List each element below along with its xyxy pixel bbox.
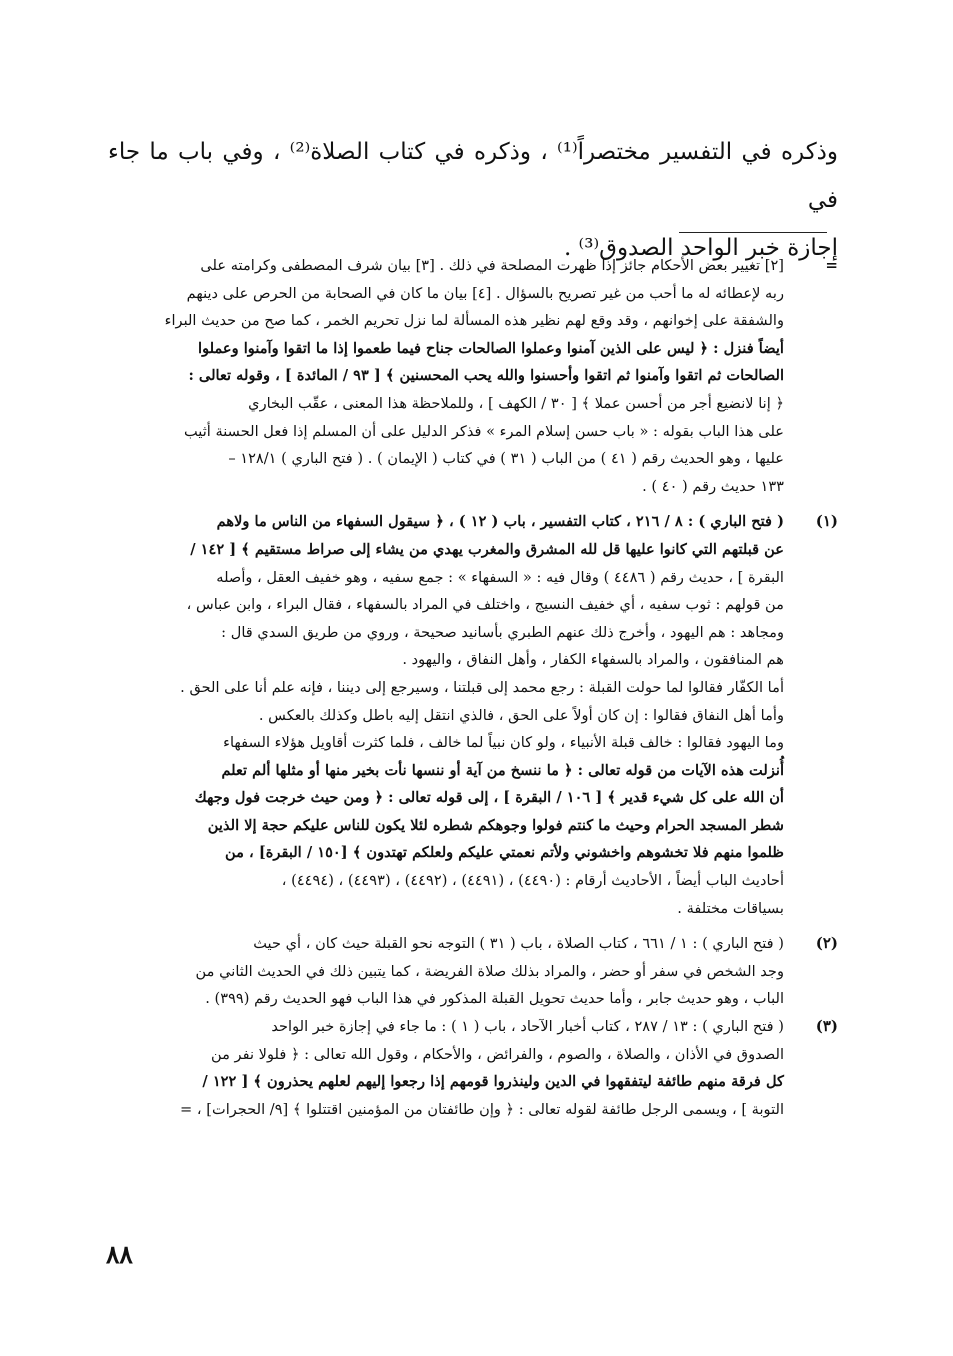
footnote-line: أُنزلت هذه الآيات من قوله تعالى : ﴿ ما ننسخ من آية أو ننسها نأت بخير منها أو مثلها ألم تعلم [221,761,784,779]
page-number: ٨٨ [106,1240,133,1269]
footnote-line: ( فتح الباري ) : ١٣ / ٢٨٧ ، كتاب أخبار الآحاد ، باب ( ١ ) : ما جاء في إجازة خبر الواحد [271,1018,784,1036]
footnotes [108,252,838,1123]
footnote-line: أحاديث الباب أيضاً ، الأحاديث أرقام : (٤٤٩٠) ، (٤٤٩١) ، (٤٤٩٢) ، (٤٤٩٣) ، (٤٤٩٤) ، [281,872,784,890]
footnote-line: ربه لإعطائه له ما أحب من غير تصريح بالسؤال . [٤] بيان ما كان في الصحابة من الحرص على دينهم [186,284,784,302]
footnote-line: أيضاً فنزل : ﴿ ليس على الذين آمنوا وعملوا الصالحات جناح فيما طعموا إذا ما اتقوا وآمنوا وعملوا [198,339,784,357]
footnote-line: الصدوق في الأذان ، والصلاة ، والصوم ، والفرائض ، والأحكام ، وقول الله تعالى : ﴿ فلولا نفر من [210,1045,784,1063]
footnote-line: البقرة ] ، حديث رقم ( ٤٤٨٦ ) وقال فيه : « السفهاء » : جمع سفيه ، وهو خفيف العقل ، وأصله [216,568,784,586]
footnote-line: وأما أهل النفاق فقالوا : إن كان أولاً على الحق ، فالذي انتقل إليه باطل وكذلك بالعكس . [258,706,784,724]
footnote-line: ( فتح الباري ) : ٨ / ٢١٦ ، كتاب التفسير ، باب ( ١٢ ) ، ﴿ سيقول السفهاء من الناس ما ولاهم [216,513,784,531]
main-line: وذكره في التفسير مختصراً⁽¹⁾ ، وذكره في كتاب الصلاة⁽²⁾ ، وفي باب ما جاء في [108,139,838,213]
footnote-line: ١٣٣ حديث رقم ( ٤٠ ) . [642,477,784,495]
footnote-line: عن قبلتهم التي كانوا عليها قل لله المشرق والمغرب يهدي من يشاء إلى صراط مستقيم ﴾ [ ١٤٢ / [190,540,784,558]
footnote-marker: (١) [815,512,838,531]
footnote-line: شطر المسجد الحرام وحيث ما كنتم فولوا وجوهكم شطره لئلا يكون للناس عليكم حجة إلا الذين [207,816,784,834]
footnote-line: كل فرقة منهم طائفة ليتفقهوا في الدين ولينذروا قومهم إذا رجعوا إليهم لعلهم يحذرون ﴾ [ ١٢٢ / [202,1073,784,1091]
footnote-line: بسياقات مختلفة . [677,899,784,917]
footnote-line: على هذا الباب بقوله : « باب حسن إسلام المرء » فذكر الدليل على أن المسلم إذا فعل الحسنة أثيب [183,422,784,440]
footnote-line: هم المنافقون ، والمراد بالسفهاء الكفار ، وأهل النفاق ، واليهود . [402,651,784,669]
footnote-marker: = [825,256,838,274]
footnote-line: ﴿ إنا لانضيع أجر من أحسن عملا ﴾ [ ٣٠ / الكهف ] ، وللملاحظة هذا المعنى ، عقّب البخاري [248,394,784,412]
main-text [108,128,838,272]
footnote-line: من قولهم : ثوب سفيه ، أي خفيف النسيج ، واختلف في المراد بالسفهاء ، فقال البراء ، وابن عباس ، [186,596,784,614]
footnote-line: أن الله على كل شيء قدير ﴾ [ ١٠٦ / البقرة ] ، إلى قوله تعالى : ﴿ ومن حيث خرجت فول وجهك [194,789,784,807]
footnote-marker: (٣) [815,1017,838,1036]
footnote-line: ( فتح الباري ) : ١ / ٦٦١ ، كتاب الصلاة ، باب ( ٣١ ) التوجه نحو القبلة حيث كان ، أي حيث [253,935,784,953]
footnote-line: وجد الشخص في سفر أو حضر ، والمراد بذلك صلاة الفريضة ، كما يتبين ذلك في الحديث الثاني من [195,962,784,980]
footnote-line: والشفقة على إخوانهم ، وقد وقع لهم نظير هذه المسألة لما نزل تحريم الخمر ، كما صح من حديث البراء [164,312,784,330]
footnote-1 [108,508,838,922]
footnote-continued [108,252,838,500]
footnote-marker: (٢) [815,934,838,953]
footnote-line: عليها ، وهو الحديث رقم ( ٤١ ) من الباب ( ٣١ ) في كتاب ( الإيمان ) . ( فتح الباري ) ١٢٨/١ – [228,450,784,468]
footnote-2 [108,930,838,1013]
footnote-separator [679,232,827,233]
footnote-line: الصالحات ثم اتقوا وآمنوا ثم اتقوا وأحسنوا والله يحب المحسنين ﴾ [ ٩٣ / المائدة ] ، وقوله تعالى : [188,367,784,385]
footnote-line: وما اليهود فقالوا : خالف قبلة الأنبياء ، ولو كان نبياً لما خالف ، فلما كثرت أقاويل هؤلاء السفهاء [223,734,784,752]
footnote-line: [٢] تغيير بعض الأحكام جائز إذا ظهرت المصلحة في ذلك . [٣] بيان شرف المصطفى وكرامته على [200,257,784,274]
footnote-line: أما الكفّار فقالوا لما حولت القبلة : رجع محمد إلى قبلتنا ، وسيرجع إلى ديننا ، فإنه علم أنا على الحق . [180,678,784,696]
footnote-line: ظلموا منهم فلا تخشوهم واخشوني ولأتم نعمتي عليكم ولعلكم تهتدون ﴾ [١٥٠ / البقرة] ، من [225,844,784,862]
footnote-3 [108,1013,838,1123]
footnote-line: الباب ، وهو حديث جابر ، وأما حديث تحويل القبلة المذكور في هذا الباب فهو الحديث رقم (٣٩٩) . [205,990,784,1008]
footnote-line: التوبة ] ، ويسمى الرجل طائفة لقوله تعالى : ﴿ وإن طائفتان من المؤمنين اقتتلوا ﴾ [٩/ الحجرات] ، = [180,1100,784,1118]
footnote-line: ومجاهد : هم اليهود ، وأخرج ذلك عنهم الطبري بأسانيد صحيحة ، وروي من طريق السدي قال : [221,623,784,641]
main-line: إجازة خبر الواحد الصدوق⁽³⁾ . [563,235,838,261]
